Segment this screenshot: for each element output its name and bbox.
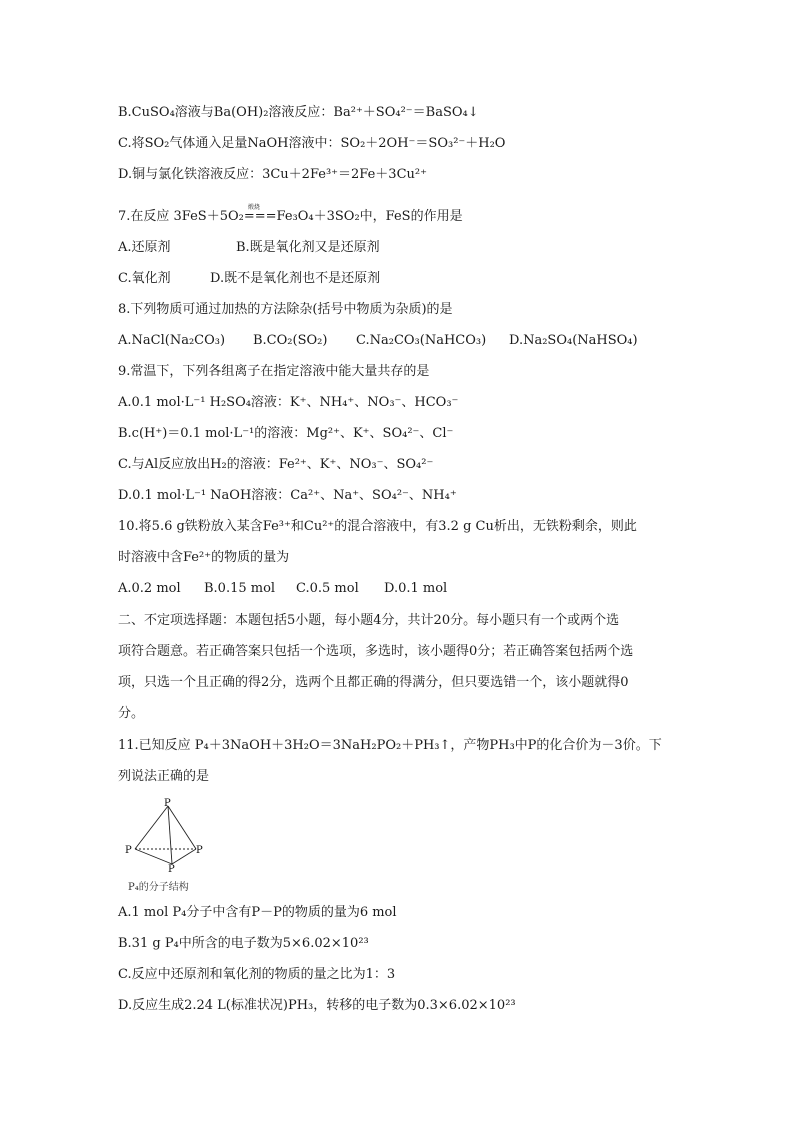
- bond-left-front: [135, 849, 172, 864]
- bond-top-right: [168, 806, 196, 849]
- q9-option-b: B.c(H⁺)＝0.1 mol·L⁻¹的溶液：Mg²⁺、K⁺、SO₄²⁻、Cl⁻: [118, 426, 454, 441]
- q11-stem-line2: 列说法正确的是: [118, 769, 210, 784]
- q9-stem: 9.常温下，下列各组离子在指定溶液中能大量共存的是: [118, 364, 430, 379]
- q7-condition: 煅烧: [247, 204, 260, 211]
- atom-p-top: P: [164, 798, 171, 809]
- q10-option-c: C.0.5 mol: [296, 581, 359, 596]
- atom-p-front: P: [168, 864, 175, 875]
- q7-option-b: B.既是氧化剂又是还原剂: [236, 240, 380, 255]
- section2-line4: 分。: [118, 706, 145, 721]
- q7-stem-post: Fe₃O₄＋3SO₂中，FeS的作用是: [276, 209, 463, 224]
- q9-option-c: C.与Al反应放出H₂的溶液：Fe²⁺、K⁺、NO₃⁻、SO₄²⁻: [118, 457, 434, 472]
- bond-top-left: [135, 806, 168, 849]
- q6-option-c: C.将SO₂气体通入足量NaOH溶液中：SO₂＋2OH⁻＝SO₃²⁻＋H₂O: [118, 136, 506, 151]
- atom-p-left: P: [125, 845, 132, 856]
- q10-option-a: A.0.2 mol: [118, 581, 181, 596]
- q9-option-d: D.0.1 mol·L⁻¹ NaOH溶液：Ca²⁺、Na⁺、SO₄²⁻、NH₄⁺: [118, 488, 457, 503]
- q10-stem-line2: 时溶液中含Fe²⁺的物质的量为: [118, 550, 290, 565]
- q10-option-b: B.0.15 mol: [204, 581, 276, 596]
- q10-option-d: D.0.1 mol: [384, 581, 448, 596]
- q6-option-b: B.CuSO₄溶液与Ba(OH)₂溶液反应：Ba²⁺＋SO₄²⁻＝BaSO₄↓: [118, 105, 479, 120]
- q8-option-a: A.NaCl(Na₂CO₃): [118, 333, 226, 348]
- q8-option-d: D.Na₂SO₄(NaHSO₄): [509, 333, 638, 348]
- q7-option-d: D.既不是氧化剂也不是还原剂: [210, 271, 381, 286]
- q7-stem-pre: 7.在反应 3FeS＋5O₂: [118, 209, 244, 224]
- q8-option-b: B.CO₂(SO₂): [253, 333, 328, 348]
- q8-stem: 8.下列物质可通过加热的方法除杂(括号中物质为杂质)的是: [118, 302, 453, 317]
- p4-diagram-caption: P₄的分子结构: [128, 882, 189, 893]
- q8-options: [118, 332, 638, 350]
- q10-stem-line1: 10.将5.6 g铁粉放入某含Fe³⁺和Cu²⁺的混合溶液中，有3.2 g Cu析出，无铁粉剩余，则此: [118, 519, 637, 534]
- q7-stem: [118, 204, 463, 226]
- q11-option-b: B.31 g P₄中所含的电子数为5×6.02×10²³: [118, 936, 369, 951]
- q10-options: [118, 580, 447, 598]
- q11-option-a: A.1 mol P₄分子中含有P－P的物质的量为6 mol: [118, 905, 397, 920]
- q7-arrow-symbol: ===: [243, 209, 277, 224]
- bond-right-front: [172, 849, 196, 864]
- section2-line2: 项符合题意。若正确答案只包括一个选项，多选时，该小题得0分；若正确答案包括两个选: [118, 644, 634, 659]
- q11-option-c: C.反应中还原剂和氧化剂的物质的量之比为1：3: [118, 967, 396, 982]
- q7-option-c: C.氧化剂: [118, 271, 171, 286]
- q9-option-a: A.0.1 mol·L⁻¹ H₂SO₄溶液：K⁺、NH₄⁺、NO₃⁻、HCO₃⁻: [118, 395, 459, 410]
- q7-options-row1: [118, 239, 380, 257]
- q7-arrow: [243, 204, 277, 226]
- q11-option-d: D.反应生成2.24 L(标准状况)PH₃，转移的电子数为0.3×6.02×10²³: [118, 998, 516, 1013]
- q6-option-d: D.铜与氯化铁溶液反应：3Cu＋2Fe³⁺＝2Fe＋3Cu²⁺: [118, 167, 427, 182]
- bond-top-front: [168, 806, 172, 864]
- section2-line3: 项，只选一个且正确的得2分，选两个且都正确的得满分，但只要选错一个，该小题就得0: [118, 675, 629, 690]
- q7-options-row2: [118, 270, 380, 288]
- q7-option-a: A.还原剂: [118, 240, 171, 255]
- section2-line1: 二、不定项选择题：本题包括5小题，每小题4分，共计20分。每小题只有一个或两个选: [118, 613, 620, 628]
- q11-stem-line1: 11.已知反应 P₄＋3NaOH＋3H₂O＝3NaH₂PO₂＋PH₃↑，产物PH₃中P的化合价为－3价。下: [118, 738, 662, 753]
- q8-option-c: C.Na₂CO₃(NaHCO₃): [356, 333, 487, 348]
- atom-p-right: P: [196, 845, 203, 856]
